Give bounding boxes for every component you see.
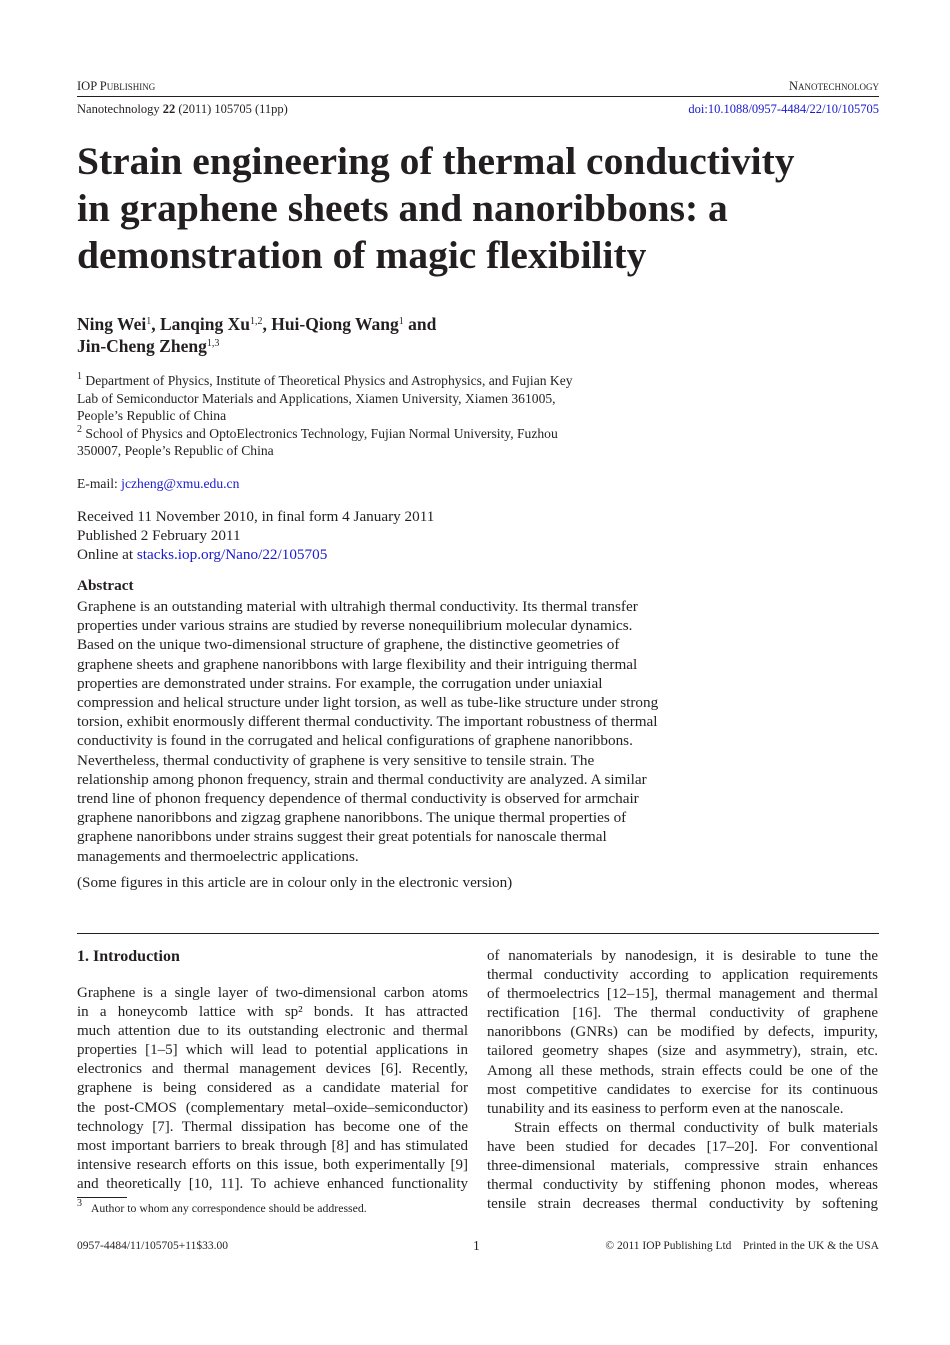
colour-note: (Some figures in this article are in colour only in the electronic version) bbox=[77, 874, 513, 891]
online-link[interactable]: stacks.iop.org/Nano/22/105705 bbox=[136, 545, 328, 563]
citation: Nanotechnology 22 (2011) 105705 (11pp) bbox=[77, 102, 288, 116]
abstract-heading: Abstract bbox=[77, 577, 134, 594]
footnote: $^3$ Author to whom any correspondence should be addressed. bbox=[77, 1198, 367, 1215]
email-link[interactable]: jczheng@xmu.edu.cn bbox=[121, 476, 240, 491]
email-line: E-mail: jczheng@xmu.edu.cn bbox=[77, 476, 240, 491]
publisher-name: IOP Publishing bbox=[77, 79, 156, 93]
doi-link[interactable]: doi:10.1088/0957-4484/22/10/105705 bbox=[688, 102, 879, 116]
footer-copyright: © 2011 IOP Publishing Ltd Printed in the UK & the USA bbox=[605, 1240, 879, 1252]
footnote-rule bbox=[77, 1197, 127, 1198]
article-title: Strain engineering of thermal conductivity in graphene sheets and nanoribbons: a demonstration of magic flexibility bbox=[77, 139, 795, 277]
footer-issn: 0957-4484/11/105705+11$33.00 bbox=[77, 1240, 228, 1252]
journal-name: Nanotechnology bbox=[788, 79, 879, 93]
intro-heading: 1. Introduction bbox=[77, 948, 180, 965]
affiliations: $^1$ Department of Physics, Institute of Theoretical Physics and Astrophysics, and Fujian Key Lab of Semiconductor Materials and Applications, Xiamen University, Xiamen 361005, People’s Republic of China $^2$ School of Physics and OptoElectronics Technology, Fujian Normal University, Fuzhou 350007, People’s Republic of China bbox=[77, 371, 573, 458]
header-rule bbox=[77, 96, 879, 97]
intro-left-column: Graphene is a single layer of two-dimensional carbon atoms in a honeycomb lattice with sp² bonds. It has attracted much attention due to its outstanding electronic and thermal properties [1–5] which will lead to potential applications in electronics and thermal management devices [6]. Recently, graphene is being considered as a candidate material for the post-CMOS (complementary metal–oxide–semiconductor) technology [7]. Thermal dissipation has become one of the most important barriers to break through [8] and has stimulated intensive research efforts on this issue, both experimentally [9] and theoretically [10, 11]. To achieve enhanced functionality bbox=[77, 985, 468, 1192]
intro-right-column: of nanomaterials by nanodesign, it is desirable to tune the thermal conductivity according to application requirements of thermoelectrics [12–15], thermal management and thermal rectification [16]. The thermal conductivity of graphene nanoribbons (GNRs) can be modified by defects, impurity, tailored geometry shapes (size and asymmetry), strain, etc. Among all these methods, strain effects could be one of the most competitive candidates to exercise for its continuous tunability and its easiness to perform even at the nanoscale. Strain effects on thermal conductivity of bulk materials have been studied for decades [17–20]. For conventional three-dimensional materials, compressive strain enhances thermal conductivity by stiffening phonon modes, whereas tensile strain decreases thermal conductivity by softening bbox=[487, 948, 878, 1213]
author-list: Ning Wei$^1$, Lanqing Xu$^{1,2}$, Hui-Qiong Wang$^1$ and Jin-Cheng Zheng$^{1,3}$ bbox=[77, 314, 437, 356]
abstract-text: Graphene is an outstanding material with ultrahigh thermal conductivity. Its thermal transfer properties under various strains are studied by reverse nonequilibrium molecular dynamics. Based on the unique two-dimensional structure of graphene, the distinctive geometries of graphene sheets and graphene nanoribbons with large flexibility and their intriguing thermal properties are demonstrated under strains. For example, the corrugation under uniaxial compression and helical structure under light torsion, as well as tube-like structure under strong torsion, exhibit enormously different thermal conductivity. The important robustness of thermal conductivity is found in the corrugated and helical configurations of graphene nanoribbons. Nevertheless, thermal conductivity of graphene is very sensitive to tensile strain. The relationship among phonon frequency, strain and thermal conductivity are analyzed. A similar trend line of phonon frequency dependence of thermal conductivity is observed for armchair graphene nanoribbons and zigzag graphene nanoribbons. The unique thermal properties of graphene nanoribbons under strains suggest their great potentials for nanoscale thermal managements and thermoelectric applications. bbox=[77, 598, 659, 865]
page-number: 1 bbox=[473, 1238, 480, 1253]
section-rule bbox=[77, 933, 879, 934]
publication-dates: Received 11 November 2010, in final form 4 January 2011 Published 2 February 2011 Online at stacks.iop.org/Nano/22/105705 bbox=[77, 508, 435, 563]
